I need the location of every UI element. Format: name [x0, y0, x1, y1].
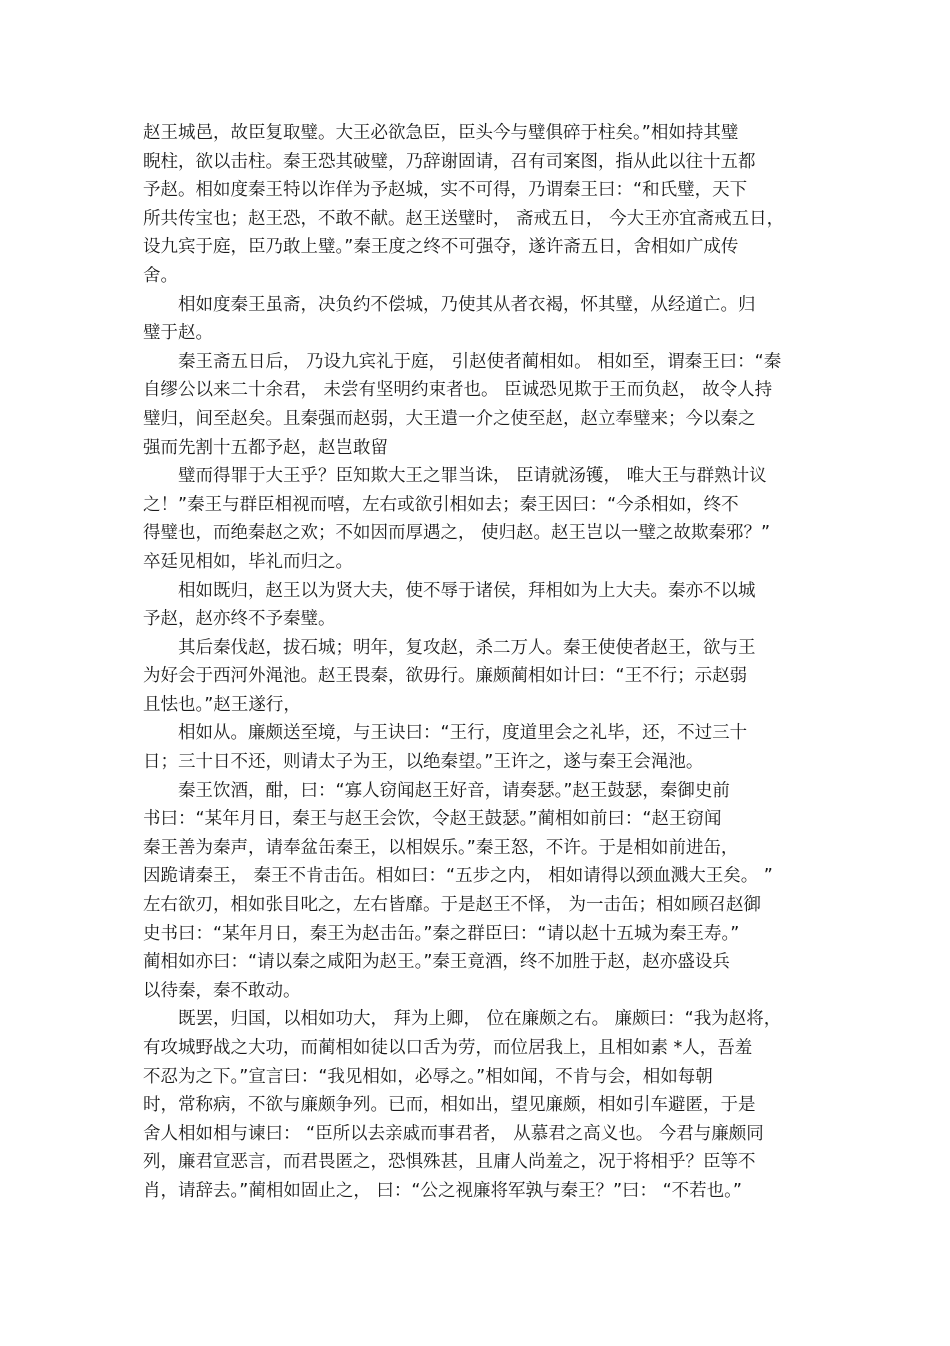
text-line: 予赵。相如度秦王特以诈佯为予赵城，实不可得，乃谓秦王曰：“和氏璧，天下 [143, 180, 748, 201]
text-line: 秦王饮酒，酣，曰：“寡人窃闻赵王好音，请奏瑟。”赵王鼓瑟，秦御史前 [178, 780, 730, 801]
text-line: 史书曰：“某年月日，秦王为赵击缶。”秦之群臣曰：“请以赵十五城为秦王寿。” [143, 923, 740, 944]
paragraph [143, 1005, 808, 1205]
paragraph [143, 634, 808, 720]
text-line: 璧而得罪于大王乎？臣知欺大王之罪当诛， 臣请就汤镬， 唯大王与群熟计议 [178, 466, 767, 487]
text-line: 既罢，归国，以相如功大， 拜为上卿， 位在廉颇之右。 廉颇曰：“我为赵将， [178, 1009, 782, 1030]
text-line: 自缪公以来二十余君， 未尝有坚明约束者也。 臣诚恐见欺于王而负赵， 故令人持 [143, 380, 773, 401]
text-line: 秦王善为秦声，请奉盆缶秦王，以相娱乐。”秦王怒，不许。于是相如前进缶， [143, 837, 739, 858]
text-line: 以待秦，秦不敢动。 [143, 980, 301, 1001]
text-line: 有攻城野战之大功，而蔺相如徒以口舌为劳，而位居我上，且相如素 *人，吾羞 [143, 1038, 753, 1058]
paragraph [143, 577, 808, 634]
text-line: 为好会于西河外渑池。赵王畏秦，欲毋行。廉颇蔺相如计曰：“王不行；示赵弱 [143, 666, 748, 687]
text-line: 璧于赵。 [143, 323, 213, 344]
text-line: 舍人相如相与谏曰： “臣所以去亲戚而事君者， 从慕君之高义也。 今君与廉颇同 [143, 1123, 764, 1144]
text-line: 舍。 [143, 265, 178, 286]
text-line: 赵王城邑，故臣复取璧。大王必欲急臣，臣头今与璧俱碎于柱矣。”相如持其璧 [143, 123, 739, 143]
text-line: 肖，请辞去。”蔺相如固止之， 曰：“公之视廉将军孰与秦王？”曰： “不若也。” [143, 1180, 742, 1201]
text-line: 秦王斋五日后， 乃设九宾礼于庭， 引赵使者蔺相如。 相如至，谓秦王曰：“秦 [178, 351, 782, 372]
text-line: 璧归，间至赵矣。且秦强而赵弱，大王遣一介之使至赵，赵立奉璧来；今以秦之 [143, 408, 756, 429]
text-line: 所共传宝也；赵王恐，不敢不献。赵王送璧时， 斋戒五日， 今大王亦宜斋戒五日， [143, 208, 785, 229]
text-line: 相如从。廉颇送至境，与王诀曰：“王行，度道里会之礼毕，还，不过三十 [178, 723, 748, 744]
paragraph [143, 777, 808, 1006]
text-line: 左右欲刃，相如张目叱之，左右皆靡。于是赵王不怿， 为一击缶；相如顾召赵御 [143, 895, 762, 916]
text-line: 日；三十日不还，则请太子为王，以绝秦望。”王许之，遂与秦王会渑池。 [143, 752, 704, 773]
text-line: 其后秦伐赵，拔石城；明年，复攻赵，杀二万人。秦王使使者赵王，欲与王 [178, 637, 756, 658]
paragraph [143, 119, 808, 291]
text-line: 列，廉君宣恶言，而君畏匿之，恐惧殊甚，且庸人尚羞之，况于将相乎？臣等不 [143, 1152, 756, 1173]
text-line: 睨柱，欲以击柱。秦王恐其破璧，乃辞谢固请，召有司案图，指从此以往十五都 [143, 151, 756, 172]
text-line: 设九宾于庭，臣乃敢上璧。”秦王度之终不可强夺，遂许斋五日，舍相如广成传 [143, 237, 739, 258]
text-line: 得璧也，而绝秦赵之欢；不如因而厚遇之， 使归赵。赵王岂以一璧之故欺秦邪？” [143, 523, 771, 544]
text-line: 时，常称病，不欲与廉颇争列。已而，相如出，望见廉颇，相如引车避匿，于是 [143, 1095, 756, 1116]
text-line: 且怯也。”赵王遂行， [143, 694, 301, 715]
text-line: 之！”秦王与群臣相视而嘻，左右或欲引相如去；秦王因曰：“今杀相如，终不 [143, 494, 739, 515]
text-line: 相如度秦王虽斋，决负约不偿城，乃使其从者衣褐，怀其璧，从经道亡。归 [178, 294, 756, 315]
text-line: 相如既归，赵王以为贤大夫，使不辱于诸侯，拜相如为上大夫。秦亦不以城 [178, 580, 756, 601]
text-line: 不忍为之下。”宣言曰：“我见相如，必辱之。”相如闻，不肯与会，相如每朝 [143, 1066, 713, 1087]
text-line: 书曰：“某年月日，秦王与赵王会饮，令赵王鼓瑟。”蔺相如前曰：“赵王窃闻 [143, 809, 722, 830]
paragraph [143, 348, 808, 462]
paragraph [143, 462, 808, 576]
document-page [143, 119, 808, 1206]
text-line: 予赵，赵亦终不予秦璧。 [143, 609, 336, 630]
paragraph [143, 291, 808, 348]
text-line: 蔺相如亦曰：“请以秦之咸阳为赵王。”秦王竟酒，终不加胜于赵，赵亦盛设兵 [143, 952, 730, 973]
text-line: 卒廷见相如，毕礼而归之。 [143, 551, 353, 572]
text-line: 强而先割十五都予赵，赵岂敢留 [143, 437, 388, 458]
text-line: 因跪请秦王， 秦王不肯击缶。相如曰：“五步之内， 相如请得以颈血溅大王矣。 ” [143, 866, 773, 887]
paragraph [143, 719, 808, 776]
